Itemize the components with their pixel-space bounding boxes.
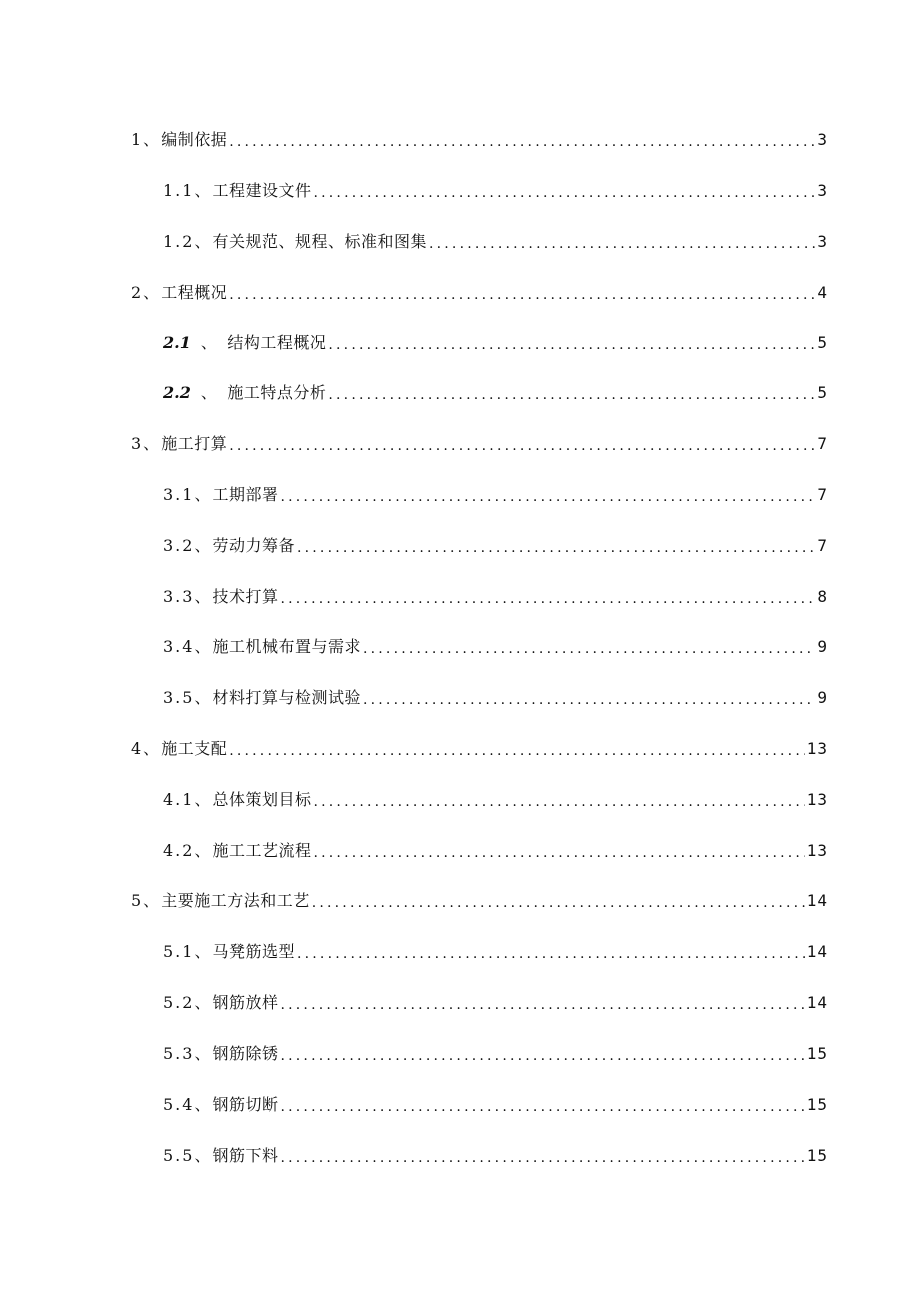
toc-page-number: 3 [817, 130, 828, 149]
toc-entry-label [163, 1095, 278, 1115]
toc-entry-2-2[interactable] [163, 375, 828, 403]
toc-entry-title: 钢筋放样 [212, 993, 279, 1012]
toc-page-number: 9 [817, 637, 828, 656]
dot-leader [229, 283, 815, 303]
toc-entry-number: 5、 [131, 891, 162, 910]
dot-leader [313, 841, 804, 861]
toc-entry-number: 1.2、 [163, 232, 213, 251]
dot-leader [312, 891, 805, 911]
toc-entry-title: 钢筋除锈 [212, 1044, 279, 1063]
dot-leader [313, 181, 815, 201]
toc-entry-5-5[interactable] [163, 1138, 828, 1166]
toc-page-number: 3 [817, 232, 828, 251]
toc-page-number: 15 [806, 1095, 828, 1114]
toc-page-number: 8 [817, 587, 828, 606]
toc-page-number: 13 [806, 739, 828, 758]
toc-entry-3-4[interactable] [163, 629, 828, 657]
toc-entry-title: 劳动力筹备 [212, 536, 295, 555]
toc-entry-3-3[interactable] [163, 579, 828, 607]
toc-entry-title: 主要施工方法和工艺 [161, 891, 310, 910]
toc-entry-1[interactable] [131, 122, 828, 150]
toc-entry-5-2[interactable] [163, 985, 828, 1013]
toc-entry-label [131, 434, 227, 454]
toc-entry-title: 施工工艺流程 [212, 841, 312, 860]
toc-page-number: 7 [817, 536, 828, 555]
toc-entry-title: 钢筋下料 [212, 1146, 279, 1165]
toc-entry-2-1[interactable] [163, 325, 828, 353]
toc-entry-1-1[interactable] [163, 173, 828, 201]
toc-entry-number: 3.2、 [163, 536, 213, 555]
toc-entry-5-3[interactable] [163, 1036, 828, 1064]
toc-entry-title: 技术打算 [212, 587, 279, 606]
toc-entry-label [163, 383, 326, 403]
toc-entry-number: 3.3、 [163, 587, 213, 606]
dot-leader [363, 688, 815, 708]
toc-entry-label [163, 1146, 278, 1166]
toc-entry-label [163, 688, 361, 708]
toc-entry-separator: 、 [200, 333, 218, 352]
dot-leader [280, 1146, 804, 1166]
dot-leader [229, 434, 815, 454]
toc-entry-5-1[interactable] [163, 934, 828, 962]
dot-leader [328, 383, 815, 403]
toc-entry-number: 4.2、 [163, 841, 213, 860]
toc-entry-number: 3.1、 [163, 485, 213, 504]
toc-page-number: 7 [817, 485, 828, 504]
toc-page-number: 13 [806, 790, 828, 809]
toc-entry-separator: 、 [200, 383, 218, 402]
toc-entry-label [163, 942, 295, 962]
toc-entry-label [163, 333, 326, 353]
toc-page-number: 14 [806, 993, 828, 1012]
toc-entry-number: 3.4、 [163, 637, 213, 656]
toc-page-number: 3 [817, 181, 828, 200]
toc-entry-title: 编制依据 [161, 130, 228, 149]
toc-entry-label [163, 536, 295, 556]
toc-entry-label [163, 1044, 278, 1064]
dot-leader [229, 130, 815, 150]
toc-entry-number: 5.2、 [163, 993, 213, 1012]
toc-entry-title: 施工特点分析 [227, 383, 327, 402]
toc-page-number: 5 [817, 383, 828, 402]
toc-entry-title: 结构工程概况 [227, 333, 327, 352]
toc-entry-title: 施工机械布置与需求 [212, 637, 361, 656]
toc-entry-number: 2、 [131, 283, 162, 302]
toc-entry-title: 有关规范、规程、标准和图集 [212, 232, 427, 251]
toc-entry-label [163, 790, 311, 810]
toc-entry-title: 施工支配 [161, 739, 228, 758]
toc-entry-label [131, 130, 227, 150]
toc-entry-2[interactable] [131, 275, 828, 303]
toc-entry-title: 工期部署 [212, 485, 279, 504]
toc-page-number: 14 [806, 942, 828, 961]
dot-leader [280, 1044, 804, 1064]
toc-entry-number: 5.5、 [163, 1146, 213, 1165]
toc-entry-3-1[interactable] [163, 477, 828, 505]
toc-page-number: 7 [817, 434, 828, 453]
dot-leader [229, 739, 805, 759]
toc-entry-title: 施工打算 [161, 434, 228, 453]
toc-entry-number: 3.5、 [163, 688, 213, 707]
dot-leader [297, 942, 805, 962]
dot-leader [280, 587, 815, 607]
dot-leader [297, 536, 815, 556]
toc-entry-label [163, 181, 311, 201]
toc-entry-label [163, 841, 311, 861]
toc-entry-3[interactable] [131, 426, 828, 454]
toc-entry-5[interactable] [131, 883, 828, 911]
dot-leader [280, 993, 804, 1013]
dot-leader [313, 790, 804, 810]
toc-entry-title: 材料打算与检测试验 [212, 688, 361, 707]
toc-entry-label [163, 637, 361, 657]
toc-entry-number: 1.1、 [163, 181, 213, 200]
toc-entry-title: 工程建设文件 [212, 181, 312, 200]
toc-entry-label [163, 232, 427, 252]
toc-entry-number: 5.1、 [163, 942, 213, 961]
toc-entry-number: 2.2 [163, 383, 191, 402]
toc-entry-title: 工程概况 [161, 283, 228, 302]
toc-entry-title: 马凳筋选型 [212, 942, 295, 961]
dot-leader [328, 333, 815, 353]
dot-leader [280, 1095, 804, 1115]
toc-entry-3-5[interactable] [163, 680, 828, 708]
toc-page-number: 9 [817, 688, 828, 707]
toc-entry-label [163, 587, 278, 607]
toc-entry-number: 1、 [131, 130, 162, 149]
toc-entry-label [131, 891, 310, 911]
toc-entry-4[interactable] [131, 731, 828, 759]
toc-entry-5-4[interactable] [163, 1087, 828, 1115]
toc-page-number: 15 [806, 1044, 828, 1063]
dot-leader [429, 232, 815, 252]
toc-entry-label [163, 993, 278, 1013]
toc-page-number: 5 [817, 333, 828, 352]
dot-leader [363, 637, 815, 657]
toc-page-number: 15 [806, 1146, 828, 1165]
dot-leader [280, 485, 815, 505]
toc-page-number: 14 [806, 891, 828, 910]
toc-entry-number: 5.3、 [163, 1044, 213, 1063]
toc-entry-title: 钢筋切断 [212, 1095, 279, 1114]
toc-entry-4-1[interactable] [163, 782, 828, 810]
toc-entry-number: 3、 [131, 434, 162, 453]
toc-entry-number: 5.4、 [163, 1095, 213, 1114]
toc-page-number: 4 [817, 283, 828, 302]
toc-entry-number: 4、 [131, 739, 162, 758]
toc-page-number: 13 [806, 841, 828, 860]
toc-entry-title: 总体策划目标 [212, 790, 312, 809]
toc-entry-number: 2.1 [163, 333, 191, 352]
toc-entry-label [131, 283, 227, 303]
toc-entry-3-2[interactable] [163, 528, 828, 556]
toc-entry-label [163, 485, 278, 505]
toc-entry-number: 4.1、 [163, 790, 213, 809]
toc-entry-label [131, 739, 227, 759]
toc-entry-4-2[interactable] [163, 833, 828, 861]
toc-entry-1-2[interactable] [163, 224, 828, 252]
